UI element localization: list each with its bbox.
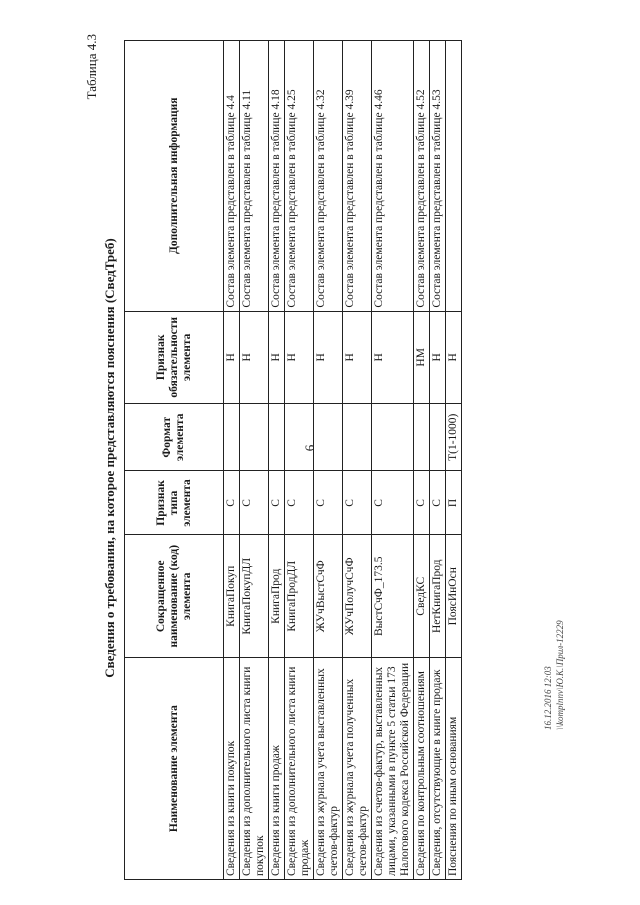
cell-name: Сведения из журнала учета полученных счетов-фактур xyxy=(343,658,372,880)
cell-code: ЖУчПолучСчФ xyxy=(343,535,372,658)
table-row xyxy=(430,41,446,880)
cell-format xyxy=(285,404,314,471)
table-title: Сведения о требовании, на которое представляются пояснения (СведТреб) xyxy=(102,238,117,678)
cell-name: Сведения из книги продаж xyxy=(269,658,285,880)
table-row xyxy=(224,41,240,880)
table-row xyxy=(240,41,269,880)
cell-required: Н xyxy=(240,311,269,403)
cell-info xyxy=(446,41,462,312)
cell-type: С xyxy=(269,471,285,535)
cell-code: СведКС xyxy=(414,535,430,658)
header-type: Признак типа элемента xyxy=(125,471,224,535)
header-info: Дополнительная информация xyxy=(125,41,224,312)
requirement-table xyxy=(124,40,462,880)
cell-required: Н xyxy=(224,311,240,403)
cell-name: Сведения из книги покупок xyxy=(224,658,240,880)
file-stamp-path: \\komplnnv\Ю.К.\Прил-12229 xyxy=(555,620,565,730)
cell-info: Состав элемента представлен в таблице 4.4 xyxy=(224,41,240,312)
cell-name: Сведения из дополнительного листа книги покупок xyxy=(240,658,269,880)
cell-required: Н xyxy=(372,311,414,403)
cell-info: Состав элемента представлен в таблице 4.39 xyxy=(343,41,372,312)
file-stamp xyxy=(542,490,582,730)
cell-format: T(1-1000) xyxy=(446,404,462,471)
header-required: Признак обязательности элемента xyxy=(125,311,224,403)
cell-format xyxy=(224,404,240,471)
cell-info: Состав элемента представлен в таблице 4.53 xyxy=(430,41,446,312)
file-stamp-date: 16.12.2016 12:03 xyxy=(543,666,553,730)
cell-code: КнигаПокупДЛ xyxy=(240,535,269,658)
cell-required: Н xyxy=(430,311,446,403)
page-number: 6 xyxy=(302,444,317,452)
table-label: Таблица 4.3 xyxy=(84,34,99,100)
cell-code: ЖУчВыстСчФ xyxy=(314,535,343,658)
table-row xyxy=(446,41,462,880)
cell-type: С xyxy=(372,471,414,535)
table-row xyxy=(372,41,414,880)
cell-format xyxy=(314,404,343,471)
cell-format xyxy=(414,404,430,471)
header-code: Сокращенное наименование (код) элемента xyxy=(125,535,224,658)
cell-name: Сведения из дополнительного листа книги продаж xyxy=(285,658,314,880)
cell-info: Состав элемента представлен в таблице 4.11 xyxy=(240,41,269,312)
cell-type: С xyxy=(414,471,430,535)
header-name: Наименование элемента xyxy=(125,658,224,880)
cell-required: Н xyxy=(269,311,285,403)
cell-code: КнигаПокуп xyxy=(224,535,240,658)
cell-type: С xyxy=(240,471,269,535)
table-row xyxy=(414,41,430,880)
cell-code: ВыстСчФ_173.5 xyxy=(372,535,414,658)
table-row xyxy=(314,41,343,880)
table-row xyxy=(285,41,314,880)
cell-code: ПоясИнОсн xyxy=(446,535,462,658)
cell-name: Сведения из счетов-фактур, выставленных лицами, указанными в пункте 5 статьи 173 Налогового кодекса Российской Федерации xyxy=(372,658,414,880)
rotated-table-block xyxy=(78,28,508,888)
table-row xyxy=(269,41,285,880)
cell-name: Сведения, отсутствующие в книге продаж xyxy=(430,658,446,880)
cell-type: С xyxy=(285,471,314,535)
cell-required: Н xyxy=(314,311,343,403)
cell-type: П xyxy=(446,471,462,535)
cell-format xyxy=(240,404,269,471)
cell-format xyxy=(372,404,414,471)
table-row xyxy=(343,41,372,880)
header-format: Формат элемента xyxy=(125,404,224,471)
cell-info: Состав элемента представлен в таблице 4.32 xyxy=(314,41,343,312)
cell-info: Состав элемента представлен в таблице 4.46 xyxy=(372,41,414,312)
cell-format xyxy=(430,404,446,471)
cell-type: С xyxy=(224,471,240,535)
cell-code: КнигаПродДЛ xyxy=(285,535,314,658)
cell-code: НетКнигаПрод xyxy=(430,535,446,658)
cell-required: Н xyxy=(285,311,314,403)
cell-name: Пояснения по иным основаниям xyxy=(446,658,462,880)
cell-info: Состав элемента представлен в таблице 4.25 xyxy=(285,41,314,312)
cell-required: Н xyxy=(446,311,462,403)
cell-format xyxy=(269,404,285,471)
cell-type: С xyxy=(343,471,372,535)
cell-info: Состав элемента представлен в таблице 4.52 xyxy=(414,41,430,312)
cell-info: Состав элемента представлен в таблице 4.18 xyxy=(269,41,285,312)
cell-name: Сведения по контрольным соотношениям xyxy=(414,658,430,880)
cell-required: Н xyxy=(343,311,372,403)
table-header-row xyxy=(125,41,224,880)
cell-format xyxy=(343,404,372,471)
cell-name: Сведения из журнала учета выставленных счетов-фактур xyxy=(314,658,343,880)
cell-required: НМ xyxy=(414,311,430,403)
cell-type: С xyxy=(314,471,343,535)
cell-code: КнигаПрод xyxy=(269,535,285,658)
cell-type: С xyxy=(430,471,446,535)
